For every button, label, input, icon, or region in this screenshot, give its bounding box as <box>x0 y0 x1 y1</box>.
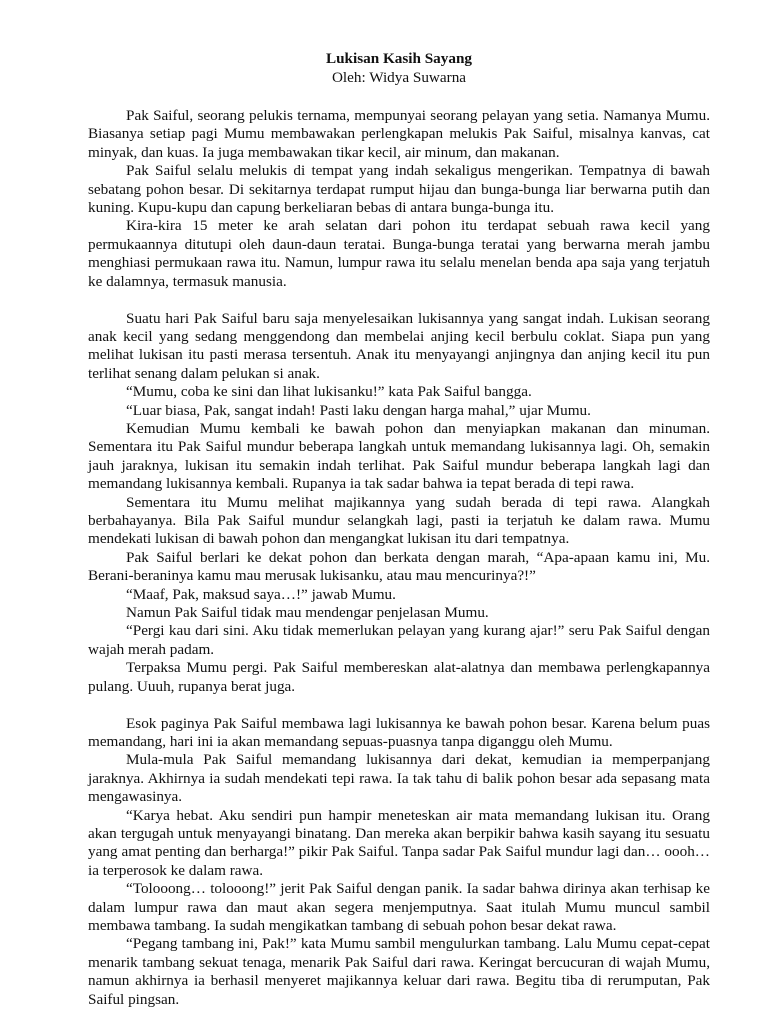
paragraph: Pak Saiful selalu melukis di tempat yang indah sekaligus mengerikan. Tempatnya di bawah sebatang pohon besar. Di sekitarnya terdapat rumput hijau dan bunga-bunga liar berwarna putih dan kuning. Kupu-kupu dan capung berkeliaran bebas di antara bunga-bunga itu. <box>88 162 710 217</box>
paragraph: Pak Saiful berlari ke dekat pohon dan berkata dengan marah, “Apa-apaan kamu ini, Mu. Berani-beraninya kamu mau merusak lukisanku, atau mau mencurinya?!” <box>88 548 710 585</box>
paragraph: “Maaf, Pak, maksud saya…!” jawab Mumu. <box>126 585 396 603</box>
paragraph: “Pegang tambang ini, Pak!” kata Mumu sambil mengulurkan tambang. Lalu Mumu cepat-cepat menarik tambang sekuat tenaga, menarik Pak Saiful dari rawa. Keringat bercucuran di wajah Mumu, namun akhirnya ia berhasil menyeret majikannya keluar dari rawa. Begitu tiba di rerumputan, Pak Saiful pingsan. <box>88 935 710 1008</box>
paragraph: Pak Saiful, seorang pelukis ternama, mempunyai seorang pelayan yang setia. Namanya Mumu. Biasanya setiap pagi Mumu membawakan perlengkapan melukis Pak Saiful, misalnya kanvas, cat minyak, dan kuas. Ia juga membawakan tikar kecil, air minum, dan makanan. <box>88 107 710 161</box>
paragraph: “Pergi kau dari sini. Aku tidak memerlukan pelayan yang kurang ajar!” seru Pak Saiful dengan wajah merah padam. <box>88 622 710 658</box>
paragraph: “Karya hebat. Aku sendiri pun hampir meneteskan air mata memandang lukisan itu. Orang akan tergugah untuk menyayangi binatang. Dan mereka akan berpikir bahwa kasih sayang itu sesuatu yang amat penting dan berharga!” pikir Pak Saiful. Tanpa sadar Pak Saiful mundur lagi dan… oooh… ia terperosok ke dalam rawa. <box>88 806 710 879</box>
paragraph: Esok paginya Pak Saiful membawa lagi lukisannya ke bawah pohon besar. Karena belum puas memandang, hari ini ia akan memandang sepuas-puasnya tanpa diganggu oleh Mumu. <box>88 714 710 750</box>
paragraph: “Tolooong… tolooong!” jerit Pak Saiful dengan panik. Ia sadar bahwa dirinya akan terhisap ke dalam lumpur rawa dan maut akan segera menjemputnya. Saat itulah Mumu muncul sambil membawa tambang. Ia sudah mengikatkan tambang di sebuah pohon besar dekat rawa. <box>88 880 710 935</box>
paragraph: Terpaksa Mumu pergi. Pak Saiful membereskan alat-alatnya dan membawa perlengkapannya pulang. Uuuh, rupanya berat juga. <box>88 659 710 695</box>
paragraph: Namun Pak Saiful tidak mau mendengar penjelasan Mumu. <box>126 604 489 622</box>
paragraph: Suatu hari Pak Saiful baru saja menyelesaikan lukisannya yang sangat indah. Lukisan seorang anak kecil yang sedang menggendong dan membelai anjing kecil berbulu coklat. Siapa pun yang melihat lukisan itu pasti merasa tersentuh. Anak itu menyayangi anjingnya dan anjing kecil itu pun terlihat senang dalam pelukan si anak. <box>88 309 710 382</box>
story-section <box>88 310 710 697</box>
paragraph: “Luar biasa, Pak, sangat indah! Pasti laku dengan harga mahal,” ujar Mumu. <box>126 401 591 419</box>
paragraph: Kemudian Mumu kembali ke bawah pohon dan menyiapkan makanan dan minuman. Sementara itu Pak Saiful mundur beberapa langkah untuk memandang lukisannya lagi. Oh, semakin jauh jaraknya, lukisan itu semakin indah terlihat. Pak Saiful mundur beberapa langkah lagi dan memandang lukisannya kembali. Rupanya ia tak sadar bahwa ia tepat berada di tepi rawa. <box>88 420 710 493</box>
paragraph: Kira-kira 15 meter ke arah selatan dari pohon itu terdapat sebuah rawa kecil yang permukaannya ditutupi oleh daun-daun teratai. Bunga-bunga teratai yang berwarna merah jambu menghiasi permukaan rawa itu. Namun, lumpur rawa itu selalu menelan benda apa saja yang terjatuh ke dalamnya, termasuk manusia. <box>88 217 710 290</box>
story-title: Lukisan Kasih Sayang <box>325 50 473 67</box>
story-section <box>88 107 710 291</box>
story-section <box>88 715 710 1010</box>
story-author: Oleh: Widya Suwarna <box>331 68 467 86</box>
paragraph: Mula-mula Pak Saiful memandang lukisannya dari dekat, kemudian ia memperpanjang jaraknya. Akhirnya ia sudah mendekati tepi rawa. Ia tak tahu di balik pohon besar ada sepasang mata mengawasinya. <box>88 751 710 806</box>
paragraph: Sementara itu Mumu melihat majikannya yang sudah berada di tepi rawa. Alangkah berbahayanya. Bila Pak Saiful mundur selangkah lagi, pasti ia terjatuh ke dalam rawa. Mumu mendekati lukisan di bawah pohon dan mengangkat lukisan itu dari tempatnya. <box>88 493 710 548</box>
story-body <box>88 107 710 1009</box>
paragraph: “Mumu, coba ke sini dan lihat lukisanku!” kata Pak Saiful bangga. <box>126 383 532 401</box>
